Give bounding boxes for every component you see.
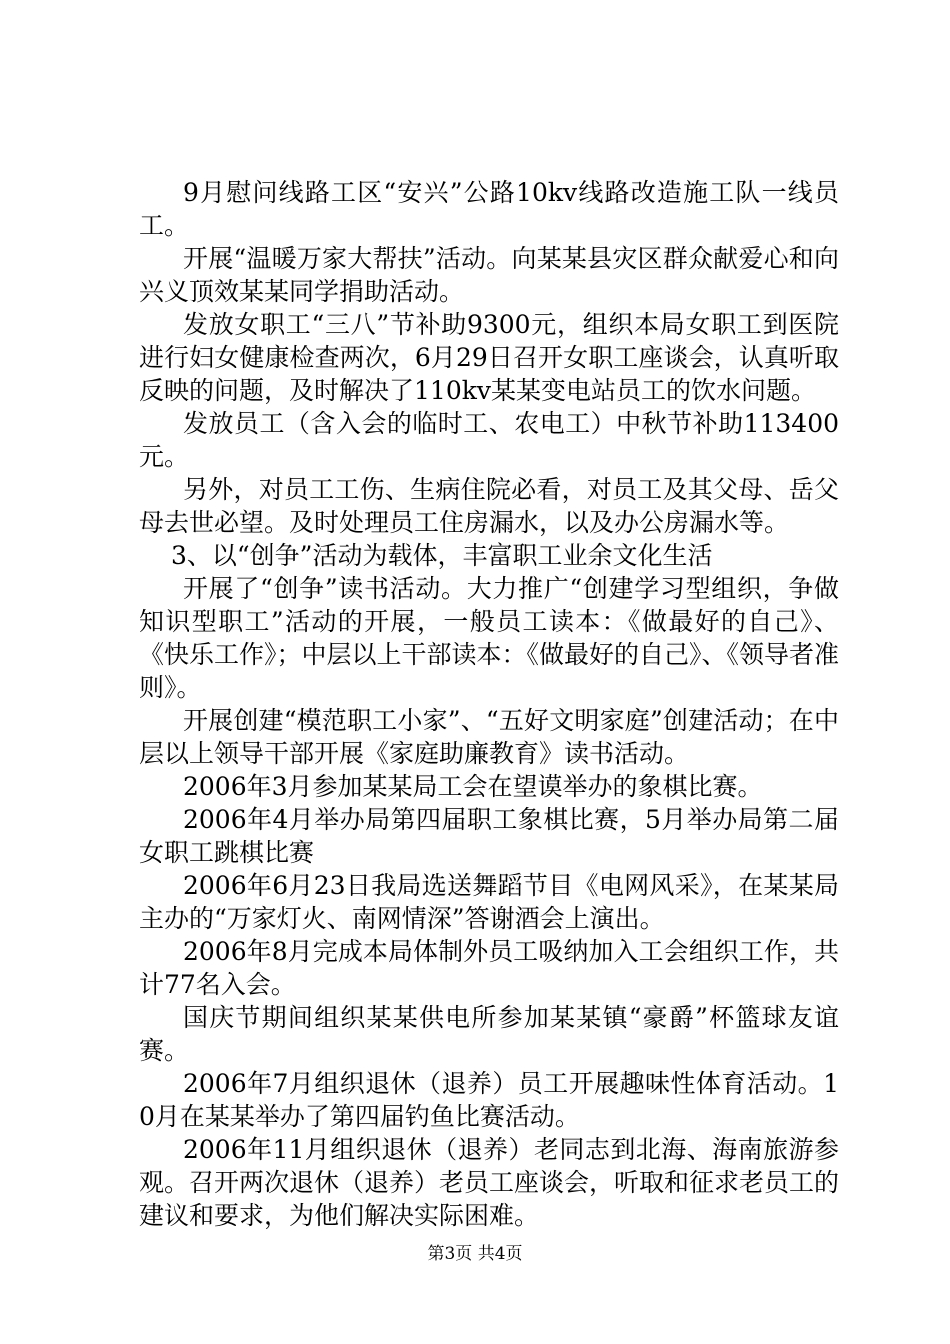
paragraph-warm-families-campaign: 开展“温暖万家大帮扶”活动。向某某县灾区群众献爱心和向兴义顶效某某同学捐助活动。 [139, 244, 839, 306]
paragraph-retiree-sports: 2006年7月组织退休（退养）员工开展趣味性体育活动。10月在某某举办了第四届钓鱼比赛活动。 [139, 1069, 839, 1131]
paragraph-injury-visits: 另外，对员工工伤、生病住院必看，对员工及其父母、岳父母去世必望。及时处理员工住房漏水，以及办公房漏水等。 [139, 475, 839, 537]
paragraph-model-home-campaign: 开展创建“模范职工小家”、“五好文明家庭”创建活动；在中层以上领导干部开展《家庭助廉教育》读书活动。 [139, 706, 839, 768]
paragraph-chess-april-may: 2006年4月举办局第四届职工象棋比赛，5月举办局第二届女职工跳棋比赛 [139, 805, 839, 867]
paragraph-union-membership: 2006年8月完成本局体制外员工吸纳加入工会组织工作，共计77名入会。 [139, 937, 839, 999]
paragraph-mid-autumn-subsidy: 发放员工（含入会的临时工、农电工）中秋节补助113400元。 [139, 409, 839, 471]
page-footer [0, 1244, 950, 1264]
page-number: 第3页 共4页 [427, 1244, 523, 1264]
paragraph-reading-campaign: 开展了“创争”读书活动。大力推广“创建学习型组织，争做知识型职工”活动的开展，一般员工读本：《做最好的自己》、《快乐工作》；中层以上干部读本：《做最好的自己》、《领导者准则》。 [139, 574, 840, 702]
paragraph-dance-program: 2006年6月23日我局选送舞蹈节目《电网风采》，在某某局主办的“万家灯火、南网情深”答谢酒会上演出。 [139, 871, 839, 933]
paragraph-retiree-travel: 2006年11月组织退休（退养）老同志到北海、海南旅游参观。召开两次退休（退养）老员工座谈会，听取和征求老员工的建议和要求，为他们解决实际困难。 [139, 1135, 840, 1230]
paragraph-basketball: 国庆节期间组织某某供电所参加某某镇“豪爵”杯篮球友谊赛。 [139, 1003, 839, 1065]
paragraph-consolation-line-workers: 9月慰问线路工区“安兴”公路10kv线路改造施工队一线员工。 [139, 178, 839, 240]
paragraph-chess-march: 2006年3月参加某某局工会在望谟举办的象棋比赛。 [183, 772, 763, 801]
section-heading-3: 3、以“创争”活动为载体，丰富职工业余文化生活 [171, 541, 713, 570]
document-body [139, 176, 839, 1232]
paragraph-female-workers-subsidy: 发放女职工“三八”节补助9300元，组织本局女职工到医院进行妇女健康检查两次，6月29日召开女职工座谈会，认真听取反映的问题，及时解决了110kv某某变电站员工的饮水问题。 [139, 310, 839, 405]
